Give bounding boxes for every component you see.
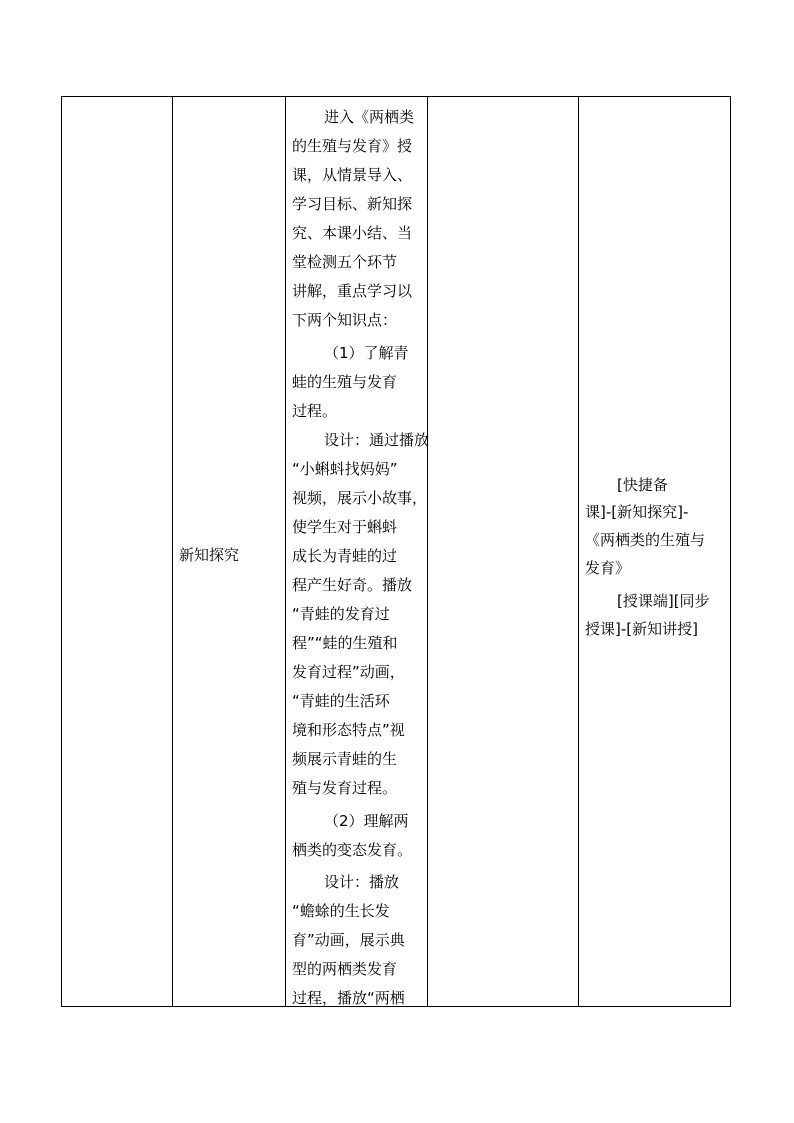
column-divider xyxy=(172,97,173,1006)
cell-text-line: “青蛙的发育过 xyxy=(292,605,390,623)
cell-text-line: 成长为青蛙的过 xyxy=(292,547,398,565)
cell-text-line: 授课]-[新知讲授] xyxy=(585,620,698,638)
cell-text-line: 《两栖类的生殖与 xyxy=(585,531,706,549)
column-divider xyxy=(578,97,579,1006)
section-label: 新知探究 xyxy=(179,546,240,564)
cell-text-line: [授课端][同步 xyxy=(617,592,710,610)
cell-text-line: 殖与发育过程。 xyxy=(292,779,398,797)
cell-text-line: 究、本课小结、当 xyxy=(292,224,413,242)
column-divider xyxy=(285,97,286,1006)
cell-text-line: [快捷备 xyxy=(617,476,668,494)
cell-text-line: 发育过程”动画， xyxy=(292,663,405,681)
cell-text-line: 过程，播放“两栖 xyxy=(292,989,405,1007)
cell-text-line: 学习目标、新知探 xyxy=(292,195,413,213)
cell-text-line: 蛙的生殖与发育 xyxy=(292,373,398,391)
cell-text-line: （1）了解青 xyxy=(324,344,409,362)
cell-text-line: 堂检测五个环节 xyxy=(292,253,398,271)
cell-text-line: 程产生好奇。播放 xyxy=(292,576,413,594)
cell-text-line: 讲解，重点学习以 xyxy=(292,282,413,300)
cell-text-line: 过程。 xyxy=(292,402,338,420)
cell-text-line: 设计：播放 xyxy=(324,873,400,891)
cell-text-line: 型的两栖类发育 xyxy=(292,960,398,978)
cell-text-line: （2）理解两 xyxy=(324,812,409,830)
cell-text-line: 设计：通过播放 xyxy=(324,431,430,449)
column-divider xyxy=(427,97,428,1006)
cell-text-line: 课]-[新知探究]- xyxy=(585,503,689,521)
cell-text-line: “蟾蜍的生长发 xyxy=(292,902,390,920)
cell-text-line: 频展示青蛙的生 xyxy=(292,750,398,768)
cell-text-line: “青蛙的生活环 xyxy=(292,692,390,710)
cell-text-line: 课，从情景导入、 xyxy=(292,166,413,184)
cell-text-line: 进入《两栖类 xyxy=(324,108,415,126)
cell-text-line: 视频，展示小故事， xyxy=(292,489,428,507)
cell-text-line: 下两个知识点： xyxy=(292,311,398,329)
cell-text-line: 使学生对于蝌蚪 xyxy=(292,518,398,536)
cell-text-line: 发育》 xyxy=(585,559,631,577)
cell-text-line: “小蝌蚪找妈妈” xyxy=(292,460,398,478)
cell-text-line: 境和形态特点”视 xyxy=(292,721,405,739)
cell-text-line: 程”“蛙的生殖和 xyxy=(292,634,398,652)
cell-text-line: 育”动画，展示典 xyxy=(292,931,405,949)
cell-text-line: 的生殖与发育》授 xyxy=(292,137,413,155)
cell-text-line: 栖类的变态发育。 xyxy=(292,841,413,859)
lesson-plan-table xyxy=(61,96,731,1007)
